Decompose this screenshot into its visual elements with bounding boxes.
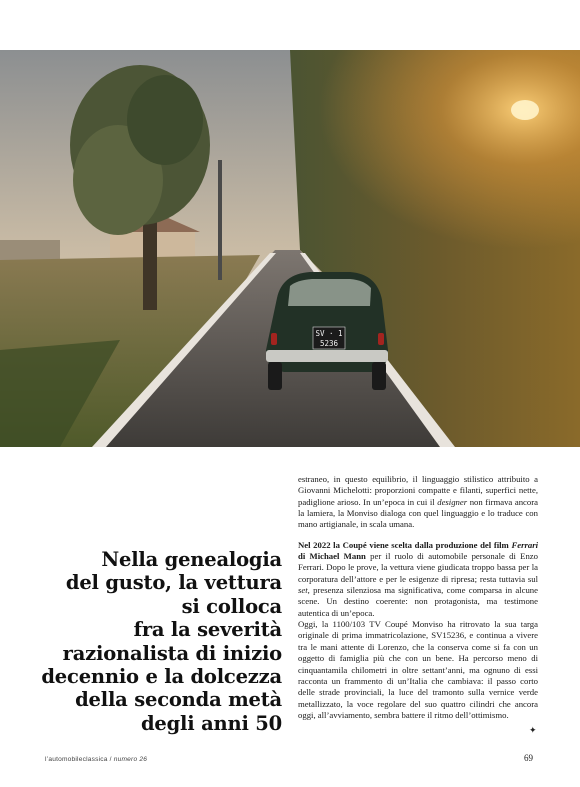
issue-number: numero 26 [113,756,148,763]
road-scene-image [0,50,580,447]
license-plate-top: SV · 1 [315,329,343,338]
license-plate-bottom: 5236 [319,339,339,348]
pull-quote-line: degli anni 50 [140,711,282,735]
magazine-name: l’automobileclassica / [45,756,112,763]
paragraph-2: Nel 2022 la Coupé viene scelta dalla produzione del film Ferrari di Michael Mann per il ruolo di automobile personale di Enzo Ferrari. Dopo le prove, la vettura viene giudicata troppo bassa per la corporatura dell’attore e per le esigenze di ripresa; resta tuttavia sul set, presenza silenziosa ma significativa, come comparsa in alcune scene. Un destino coerente: non protagonista, ma testimone autentica di un’epoca. [298,539,539,618]
hero-photo [0,50,580,447]
paragraph-1: estraneo, in questo equilibrio, il linguaggio stilistico attribuito a Giovanni Michelotti: proporzioni compatte e filanti, superfici nette, padiglione arioso. In un’epoca in cui il designer non firmava ancora la lamiera, la Monviso dialoga con quel linguaggio e lo traduce con mano artigianale, in scala umana. [298,474,538,530]
pull-quote-line: fra la severità [133,618,282,642]
pull-quote-line: decennio e la dolcezza [41,665,282,689]
pull-quote-line: si colloca [181,594,282,618]
article-body [298,474,538,721]
pull-quote-line: della seconda metà [75,688,282,712]
page-number: 69 [524,753,533,763]
pull-quote-line: Nella genealogia [101,548,282,571]
paragraph-3: Oggi, la 1100/103 TV Coupé Monviso ha ritrovato la sua targa originale di prima immatricolazione, SV15236, e continua a vivere tra le mani attente di Lorenzo, che la conserva come si fa con un oggetto di famiglia più che con un bene. Ha percorso meno di cinquantamila chilometri in oltre settant’anni, ma ognuno di essi racconta un frammento di un’Italia che cambiava: il passo corto delle strade provinciali, la luce del tramonto sulla vernice verde metallizzato, la voce regolare del suo quattro cilindri che ancora oggi, all’avviamento, sembra battere il ritmo dell’ottimismo. [298,619,538,720]
pull-quote-line: razionalista di inizio [62,641,282,665]
footer-magazine [45,756,147,763]
pull-quote-line: del gusto, la vettura [65,571,282,595]
pull-quote [28,548,282,735]
end-mark-icon: ✦ [529,726,537,736]
